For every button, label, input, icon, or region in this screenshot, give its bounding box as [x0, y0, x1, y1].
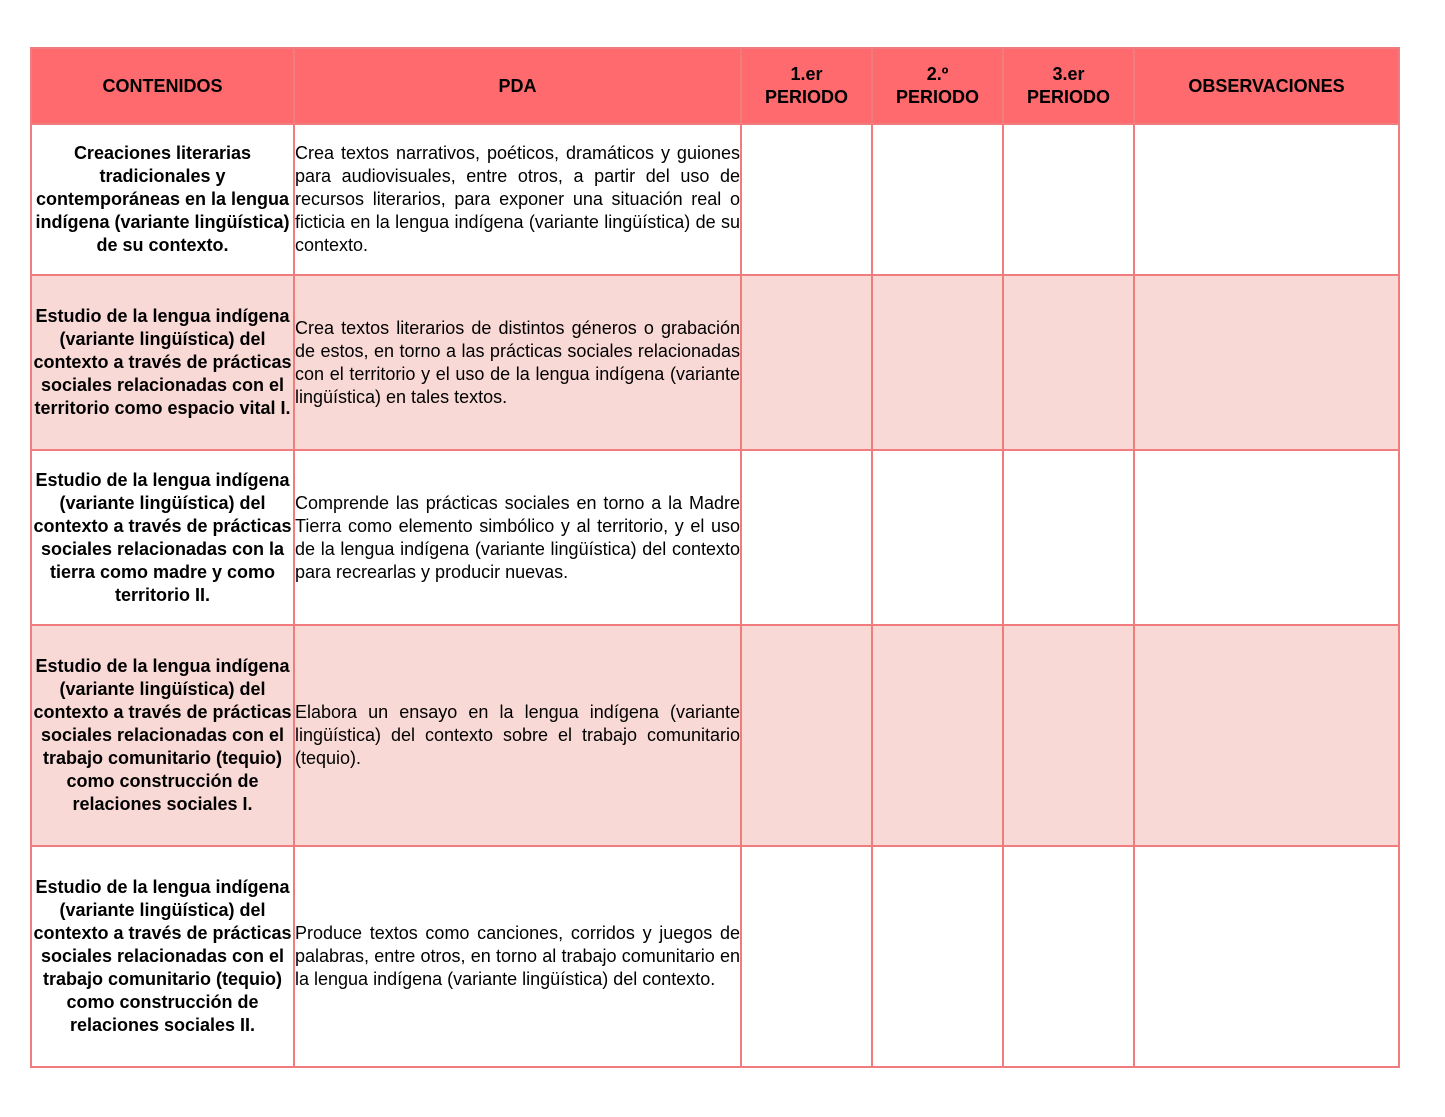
observaciones-cell[interactable]	[1134, 625, 1399, 846]
planning-table	[30, 47, 1400, 1068]
periodo-2-cell[interactable]	[872, 846, 1003, 1067]
periodo-1-cell[interactable]	[741, 275, 872, 450]
header-periodo-2: 2.º PERIODO	[872, 48, 1003, 124]
header-periodo-3: 3.er PERIODO	[1003, 48, 1134, 124]
periodo-2-cell[interactable]	[872, 275, 1003, 450]
header-periodo-1: 1.er PERIODO	[741, 48, 872, 124]
periodo-3-cell[interactable]	[1003, 846, 1134, 1067]
pda-cell: Produce textos como canciones, corridos y juegos de palabras, entre otros, en torno al trabajo comunitario en la lengua indígena (variante lingüística) del contexto.	[294, 846, 741, 1067]
pda-cell: Crea textos literarios de distintos géneros o grabación de estos, en torno a las prácticas sociales relacionadas con el territorio y el uso de la lengua indígena (variante lingüística) en tales textos.	[294, 275, 741, 450]
contenido-cell: Estudio de la lengua indígena (variante lingüística) del contexto a través de prácticas sociales relacionadas con el territorio como espacio vital I.	[31, 275, 294, 450]
periodo-3-cell[interactable]	[1003, 450, 1134, 625]
periodo-2-cell[interactable]	[872, 124, 1003, 275]
table-row	[31, 275, 1399, 450]
periodo-1-cell[interactable]	[741, 450, 872, 625]
table-row	[31, 846, 1399, 1067]
periodo-3-cell[interactable]	[1003, 124, 1134, 275]
periodo-1-cell[interactable]	[741, 846, 872, 1067]
periodo-2-cell[interactable]	[872, 450, 1003, 625]
periodo-3-cell[interactable]	[1003, 625, 1134, 846]
contenido-cell: Estudio de la lengua indígena (variante lingüística) del contexto a través de prácticas sociales relacionadas con el trabajo comunitario (tequio) como construcción de relaciones sociales I.	[31, 625, 294, 846]
pda-cell: Elabora un ensayo en la lengua indígena (variante lingüística) del contexto sobre el trabajo comunitario (tequio).	[294, 625, 741, 846]
contenido-cell: Estudio de la lengua indígena (variante lingüística) del contexto a través de prácticas sociales relacionadas con el trabajo comunitario (tequio) como construcción de relaciones sociales II.	[31, 846, 294, 1067]
contenido-cell: Estudio de la lengua indígena (variante lingüística) del contexto a través de prácticas sociales relacionadas con la tierra como madre y como territorio II.	[31, 450, 294, 625]
periodo-2-cell[interactable]	[872, 625, 1003, 846]
table-row	[31, 124, 1399, 275]
periodo-1-cell[interactable]	[741, 625, 872, 846]
observaciones-cell[interactable]	[1134, 275, 1399, 450]
contenido-cell: Creaciones literarias tradicionales y contemporáneas en la lengua indígena (variante lingüística) de su contexto.	[31, 124, 294, 275]
pda-cell: Crea textos narrativos, poéticos, dramáticos y guiones para audiovisuales, entre otros, a partir del uso de recursos literarios, para exponer una situación real o ficticia en la lengua indígena (variante lingüística) de su contexto.	[294, 124, 741, 275]
pda-cell: Comprende las prácticas sociales en torno a la Madre Tierra como elemento simbólico y al territorio, y el uso de la lengua indígena (variante lingüística) del contexto para recrearlas y producir nuevas.	[294, 450, 741, 625]
periodo-1-cell[interactable]	[741, 124, 872, 275]
table-row	[31, 625, 1399, 846]
observaciones-cell[interactable]	[1134, 124, 1399, 275]
observaciones-cell[interactable]	[1134, 450, 1399, 625]
periodo-3-cell[interactable]	[1003, 275, 1134, 450]
table-row	[31, 450, 1399, 625]
header-observaciones: OBSERVACIONES	[1134, 48, 1399, 124]
observaciones-cell[interactable]	[1134, 846, 1399, 1067]
header-contenidos: CONTENIDOS	[31, 48, 294, 124]
header-row	[31, 48, 1399, 124]
header-pda: PDA	[294, 48, 741, 124]
